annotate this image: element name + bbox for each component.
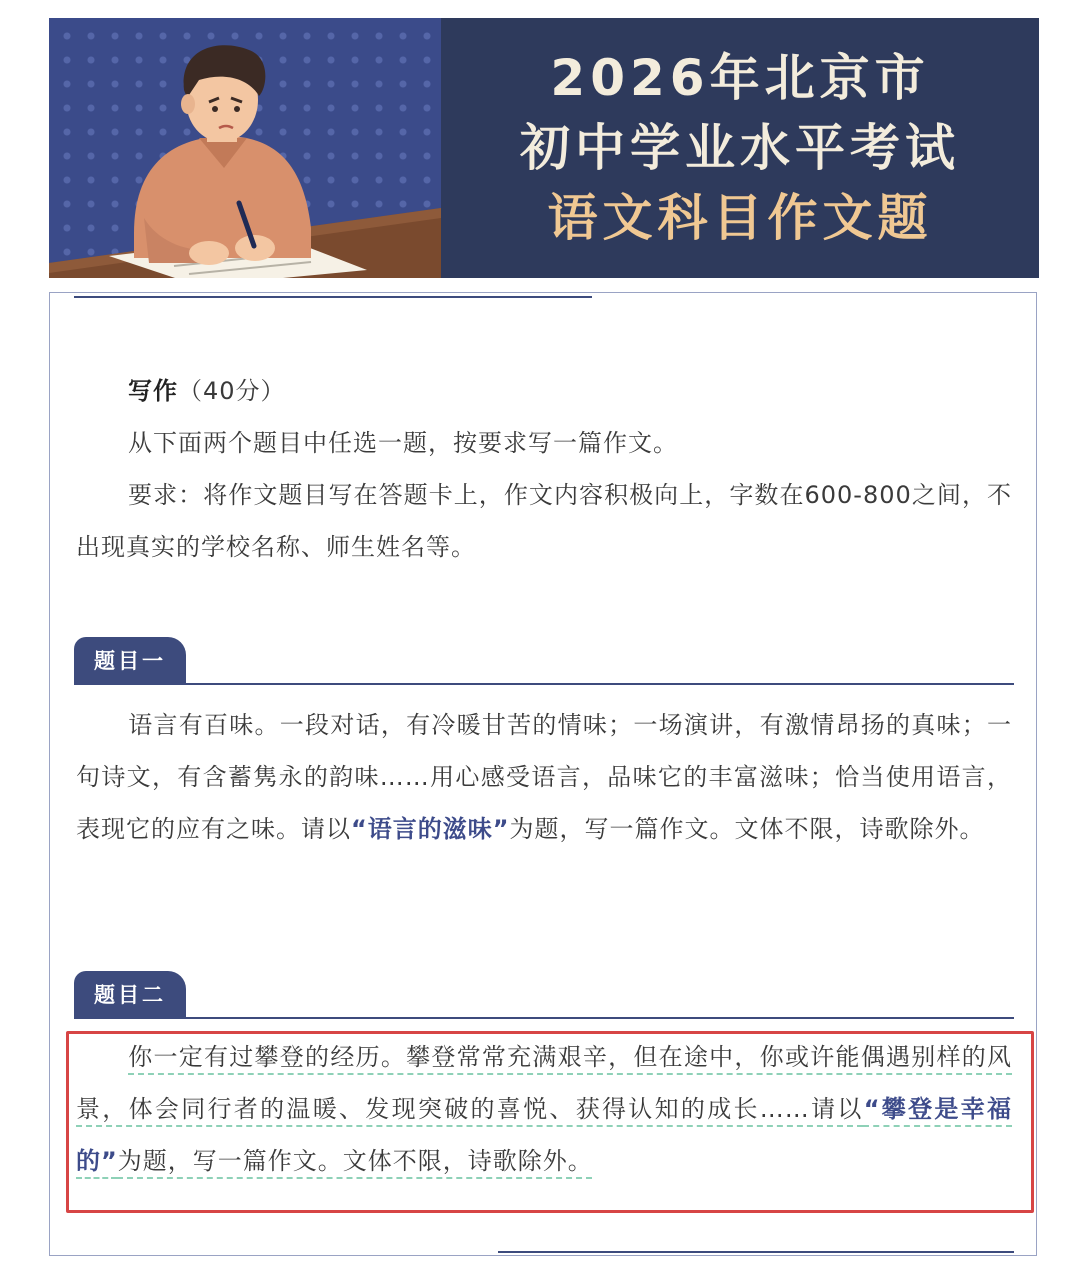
writing-heading-paragraph bbox=[76, 365, 1012, 417]
topic1-text-after: 为题，写一篇作文。文体不限，诗歌除外。 bbox=[509, 815, 985, 843]
writing-heading: 写作 bbox=[128, 377, 178, 405]
student-writing-exam-illustration bbox=[49, 18, 441, 278]
header-banner bbox=[49, 18, 1039, 278]
decorative-line-top bbox=[74, 296, 592, 298]
writing-score: （40分） bbox=[178, 377, 286, 405]
banner-title bbox=[441, 18, 1039, 278]
topic1-quote: “语言的滋味” bbox=[351, 815, 510, 843]
topic1-header bbox=[74, 635, 1014, 685]
intro-instruction-text: 从下面两个题目中任选一题，按要求写一篇作文。 bbox=[128, 429, 678, 457]
topic2-text-before: 你一定有过攀登的经历。攀登常常充满艰辛，但在途中，你或许能偶遇别样的风景，体会同行者的温暖、发现突破的喜悦、获得认知的成长……请以 bbox=[76, 1043, 1012, 1123]
banner-title-line2: 初中学业水平考试 bbox=[520, 119, 960, 177]
topic2-tag: 题目二 bbox=[74, 971, 186, 1017]
content-box bbox=[49, 292, 1037, 1256]
intro-requirement bbox=[76, 469, 1012, 573]
banner-title-line3: 语文科目作文题 bbox=[547, 189, 933, 247]
topic1-text-before: 语言有百味。一段对话，有冷暖甘苦的情味；一场演讲，有激情昂扬的真味；一句诗文，有含蓄隽永的韵味……用心感受语言，品味它的丰富滋味；恰当使用语言，表现它的应有之味。请以 bbox=[76, 711, 1012, 843]
topic2-quote: “攀登是幸福的” bbox=[76, 1095, 1012, 1175]
topic1-text bbox=[76, 699, 1012, 855]
student-writing-icon bbox=[49, 18, 441, 278]
banner-title-line1: 2026年北京市 bbox=[550, 49, 930, 107]
decorative-line-bottom bbox=[498, 1251, 1014, 1253]
topic2-text bbox=[76, 1031, 1012, 1187]
intro-requirement-text: 要求：将作文题目写在答题卡上，作文内容积极向上，字数在600-800之间，不出现真实的学校名称、师生姓名等。 bbox=[76, 481, 1012, 561]
topic2-text-after: 为题，写一篇作文。文体不限，诗歌除外。 bbox=[117, 1147, 593, 1175]
topic2-header bbox=[74, 969, 1014, 1019]
intro-instruction bbox=[76, 417, 1012, 469]
topic1-tag: 题目一 bbox=[74, 637, 186, 683]
